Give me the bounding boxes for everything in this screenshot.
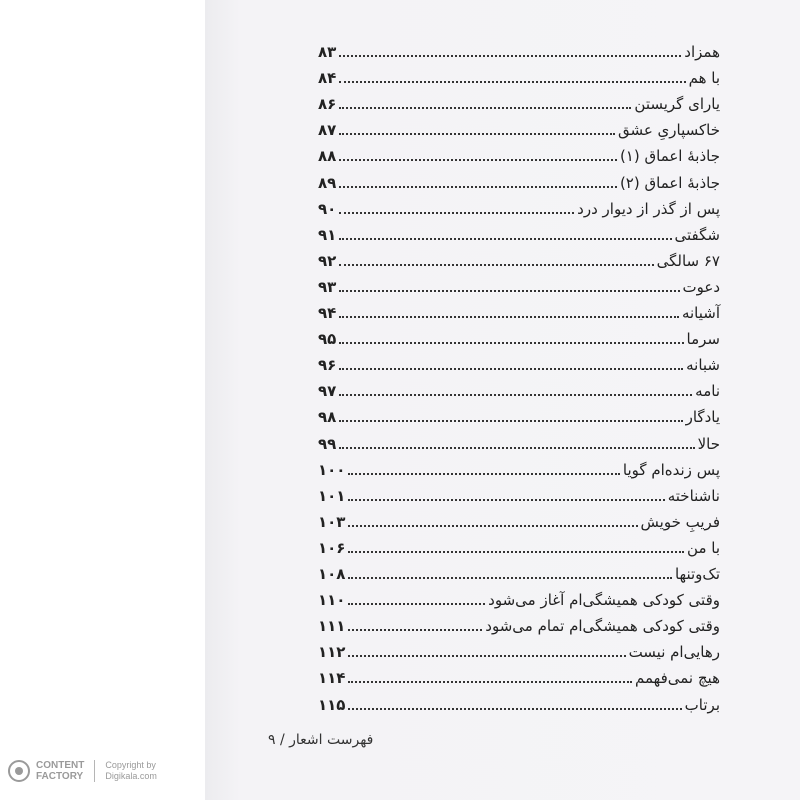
toc-entry-page-number: ۸۴ bbox=[318, 69, 337, 88]
toc-entry bbox=[318, 558, 720, 584]
toc-leader-dots bbox=[339, 342, 683, 344]
toc-entry-title: برتاب bbox=[684, 695, 720, 714]
toc-entry-page-number: ۱۱۴ bbox=[318, 669, 346, 688]
toc-entry-title: فریبِ خویش bbox=[640, 512, 720, 531]
content-factory-logo-icon bbox=[8, 760, 30, 782]
toc-leader-dots bbox=[348, 655, 625, 657]
toc-entry-title: پس زنده‌ام گویا bbox=[622, 460, 720, 479]
toc-entry-title: سرما bbox=[686, 330, 720, 349]
toc-entry bbox=[318, 375, 720, 401]
watermark-copy-line2: Digikala.com bbox=[105, 771, 157, 781]
toc-entry bbox=[318, 219, 720, 245]
toc-entry-title: جاذبهٔ اعماق (۲) bbox=[619, 173, 720, 192]
toc-entry-title: هیچ نمی‌فهمم bbox=[635, 669, 720, 688]
toc-leader-dots bbox=[339, 212, 574, 214]
toc-leader-dots bbox=[348, 603, 485, 605]
toc-leader-dots bbox=[339, 290, 679, 292]
toc-leader-dots bbox=[348, 629, 482, 631]
toc-entry bbox=[318, 88, 720, 114]
watermark-brand-line1: CONTENT bbox=[36, 760, 85, 771]
toc-entry-page-number: ۱۰۱ bbox=[318, 486, 346, 505]
toc-entry-title: وقتی کودکی همیشگی‌ام تمام می‌شود bbox=[485, 617, 720, 636]
toc-entry-page-number: ۱۱۵ bbox=[318, 695, 346, 714]
toc-entry-title: آشیانه bbox=[681, 304, 720, 322]
toc-entry-title: یادگار bbox=[685, 408, 720, 427]
toc-entry bbox=[318, 297, 720, 323]
toc-entry-title: تک‌وتنها bbox=[674, 565, 720, 583]
toc-entry bbox=[318, 480, 720, 506]
toc-entry-title: جاذبهٔ اعماق (۱) bbox=[619, 147, 720, 166]
toc-leader-dots bbox=[348, 681, 632, 683]
toc-entry-page-number: ۸۶ bbox=[318, 95, 337, 114]
toc-entry-page-number: ۸۷ bbox=[318, 121, 337, 140]
watermark-copyright bbox=[105, 760, 157, 782]
toc-entry-page-number: ۸۳ bbox=[318, 43, 337, 61]
toc-leader-dots bbox=[339, 368, 683, 370]
toc-entry-title: ۶۷ سالگی bbox=[656, 251, 720, 270]
toc-entry-page-number: ۹۵ bbox=[318, 330, 337, 349]
toc-leader-dots bbox=[348, 499, 664, 501]
toc-entry bbox=[318, 140, 720, 166]
toc-entry-page-number: ۹۰ bbox=[318, 199, 337, 218]
toc-entry bbox=[318, 323, 720, 349]
watermark-copy-line1: Copyright by bbox=[105, 760, 156, 770]
watermark-brand bbox=[36, 760, 84, 782]
toc-entry-page-number: ۹۹ bbox=[318, 434, 337, 453]
toc-entry-page-number: ۹۱ bbox=[318, 225, 337, 244]
toc-leader-dots bbox=[348, 551, 684, 553]
toc-leader-dots bbox=[339, 107, 631, 109]
toc-entry-page-number: ۹۷ bbox=[318, 382, 337, 401]
toc-entry bbox=[318, 62, 720, 88]
toc-entry-page-number: ۹۶ bbox=[318, 356, 337, 375]
toc-leader-dots bbox=[339, 316, 679, 318]
watermark-brand-line2: FACTORY bbox=[36, 771, 84, 782]
toc-leader-dots bbox=[339, 238, 671, 240]
toc-entry bbox=[318, 193, 720, 219]
toc-entry-title: یارای گریستن bbox=[634, 95, 720, 114]
watermark bbox=[8, 760, 157, 782]
left-margin bbox=[0, 0, 205, 800]
toc-entry bbox=[318, 636, 720, 662]
toc-entry-page-number: ۸۹ bbox=[318, 173, 337, 192]
toc-entry-title: دعوت bbox=[682, 277, 720, 296]
toc-leader-dots bbox=[348, 708, 681, 710]
toc-entry bbox=[318, 271, 720, 297]
toc-leader-dots bbox=[339, 420, 682, 422]
toc-entry-page-number: ۱۰۳ bbox=[318, 512, 346, 531]
toc-entry bbox=[318, 245, 720, 271]
toc-entry bbox=[318, 584, 720, 610]
toc-entry-page-number: ۱۱۱ bbox=[318, 617, 346, 636]
toc-entry-title: حالا bbox=[697, 434, 720, 453]
toc-entry-title: شگفتی bbox=[674, 225, 720, 244]
toc-entry-page-number: ۹۲ bbox=[318, 251, 337, 270]
toc-entry-title: خاکسپاریِ عشق bbox=[617, 121, 720, 140]
toc-entry-title: پس از گذر از دیوار درد bbox=[577, 199, 720, 218]
toc-leader-dots bbox=[339, 159, 617, 161]
toc-entry-page-number: ۱۰۶ bbox=[318, 538, 346, 557]
toc-entry-page-number: ۱۱۲ bbox=[318, 643, 346, 662]
page-footer: فهرست اشعار / ۹ bbox=[268, 732, 374, 748]
toc-entry bbox=[318, 610, 720, 636]
toc-entry-page-number: ۹۴ bbox=[318, 304, 337, 322]
toc-entry-title: با هم bbox=[688, 69, 720, 88]
toc-entry bbox=[318, 532, 720, 558]
toc-entry-title: با من bbox=[687, 538, 720, 557]
toc-entry-title: همزاد bbox=[684, 43, 720, 61]
toc-leader-dots bbox=[348, 473, 619, 475]
watermark-divider bbox=[94, 760, 95, 782]
toc-entry-page-number: ۹۳ bbox=[318, 277, 337, 296]
toc-entry-page-number: ۱۰۰ bbox=[318, 460, 346, 479]
toc-leader-dots bbox=[339, 186, 617, 188]
toc-leader-dots bbox=[348, 525, 637, 527]
toc-entry-page-number: ۸۸ bbox=[318, 147, 337, 166]
toc-leader-dots bbox=[339, 264, 653, 266]
toc-leader-dots bbox=[339, 55, 681, 57]
toc-entry bbox=[318, 689, 720, 715]
toc-leader-dots bbox=[339, 394, 692, 396]
toc-entry bbox=[318, 167, 720, 193]
toc-entry bbox=[318, 349, 720, 375]
toc-entry bbox=[318, 506, 720, 532]
toc-leader-dots bbox=[339, 133, 615, 135]
toc-leader-dots bbox=[339, 447, 694, 449]
toc-entry bbox=[318, 662, 720, 688]
toc-leader-dots bbox=[339, 81, 685, 83]
toc-entry bbox=[318, 36, 720, 62]
toc-entry bbox=[318, 401, 720, 427]
toc-entry-title: نامه bbox=[695, 382, 720, 401]
toc-entry bbox=[318, 114, 720, 140]
toc-entry bbox=[318, 454, 720, 480]
toc-entry-title: وقتی کودکی همیشگی‌ام آغاز می‌شود bbox=[488, 591, 720, 610]
toc-leader-dots bbox=[348, 577, 672, 579]
toc-entry bbox=[318, 428, 720, 454]
toc-entry-page-number: ۱۰۸ bbox=[318, 565, 346, 583]
toc-entry-page-number: ۱۱۰ bbox=[318, 591, 346, 610]
toc-entry-page-number: ۹۸ bbox=[318, 408, 337, 427]
toc-entry-title: ناشناخته bbox=[667, 486, 720, 505]
toc-entry-title: شبانه bbox=[686, 356, 720, 375]
toc-entry-title: رهایی‌ام نیست bbox=[628, 643, 720, 662]
